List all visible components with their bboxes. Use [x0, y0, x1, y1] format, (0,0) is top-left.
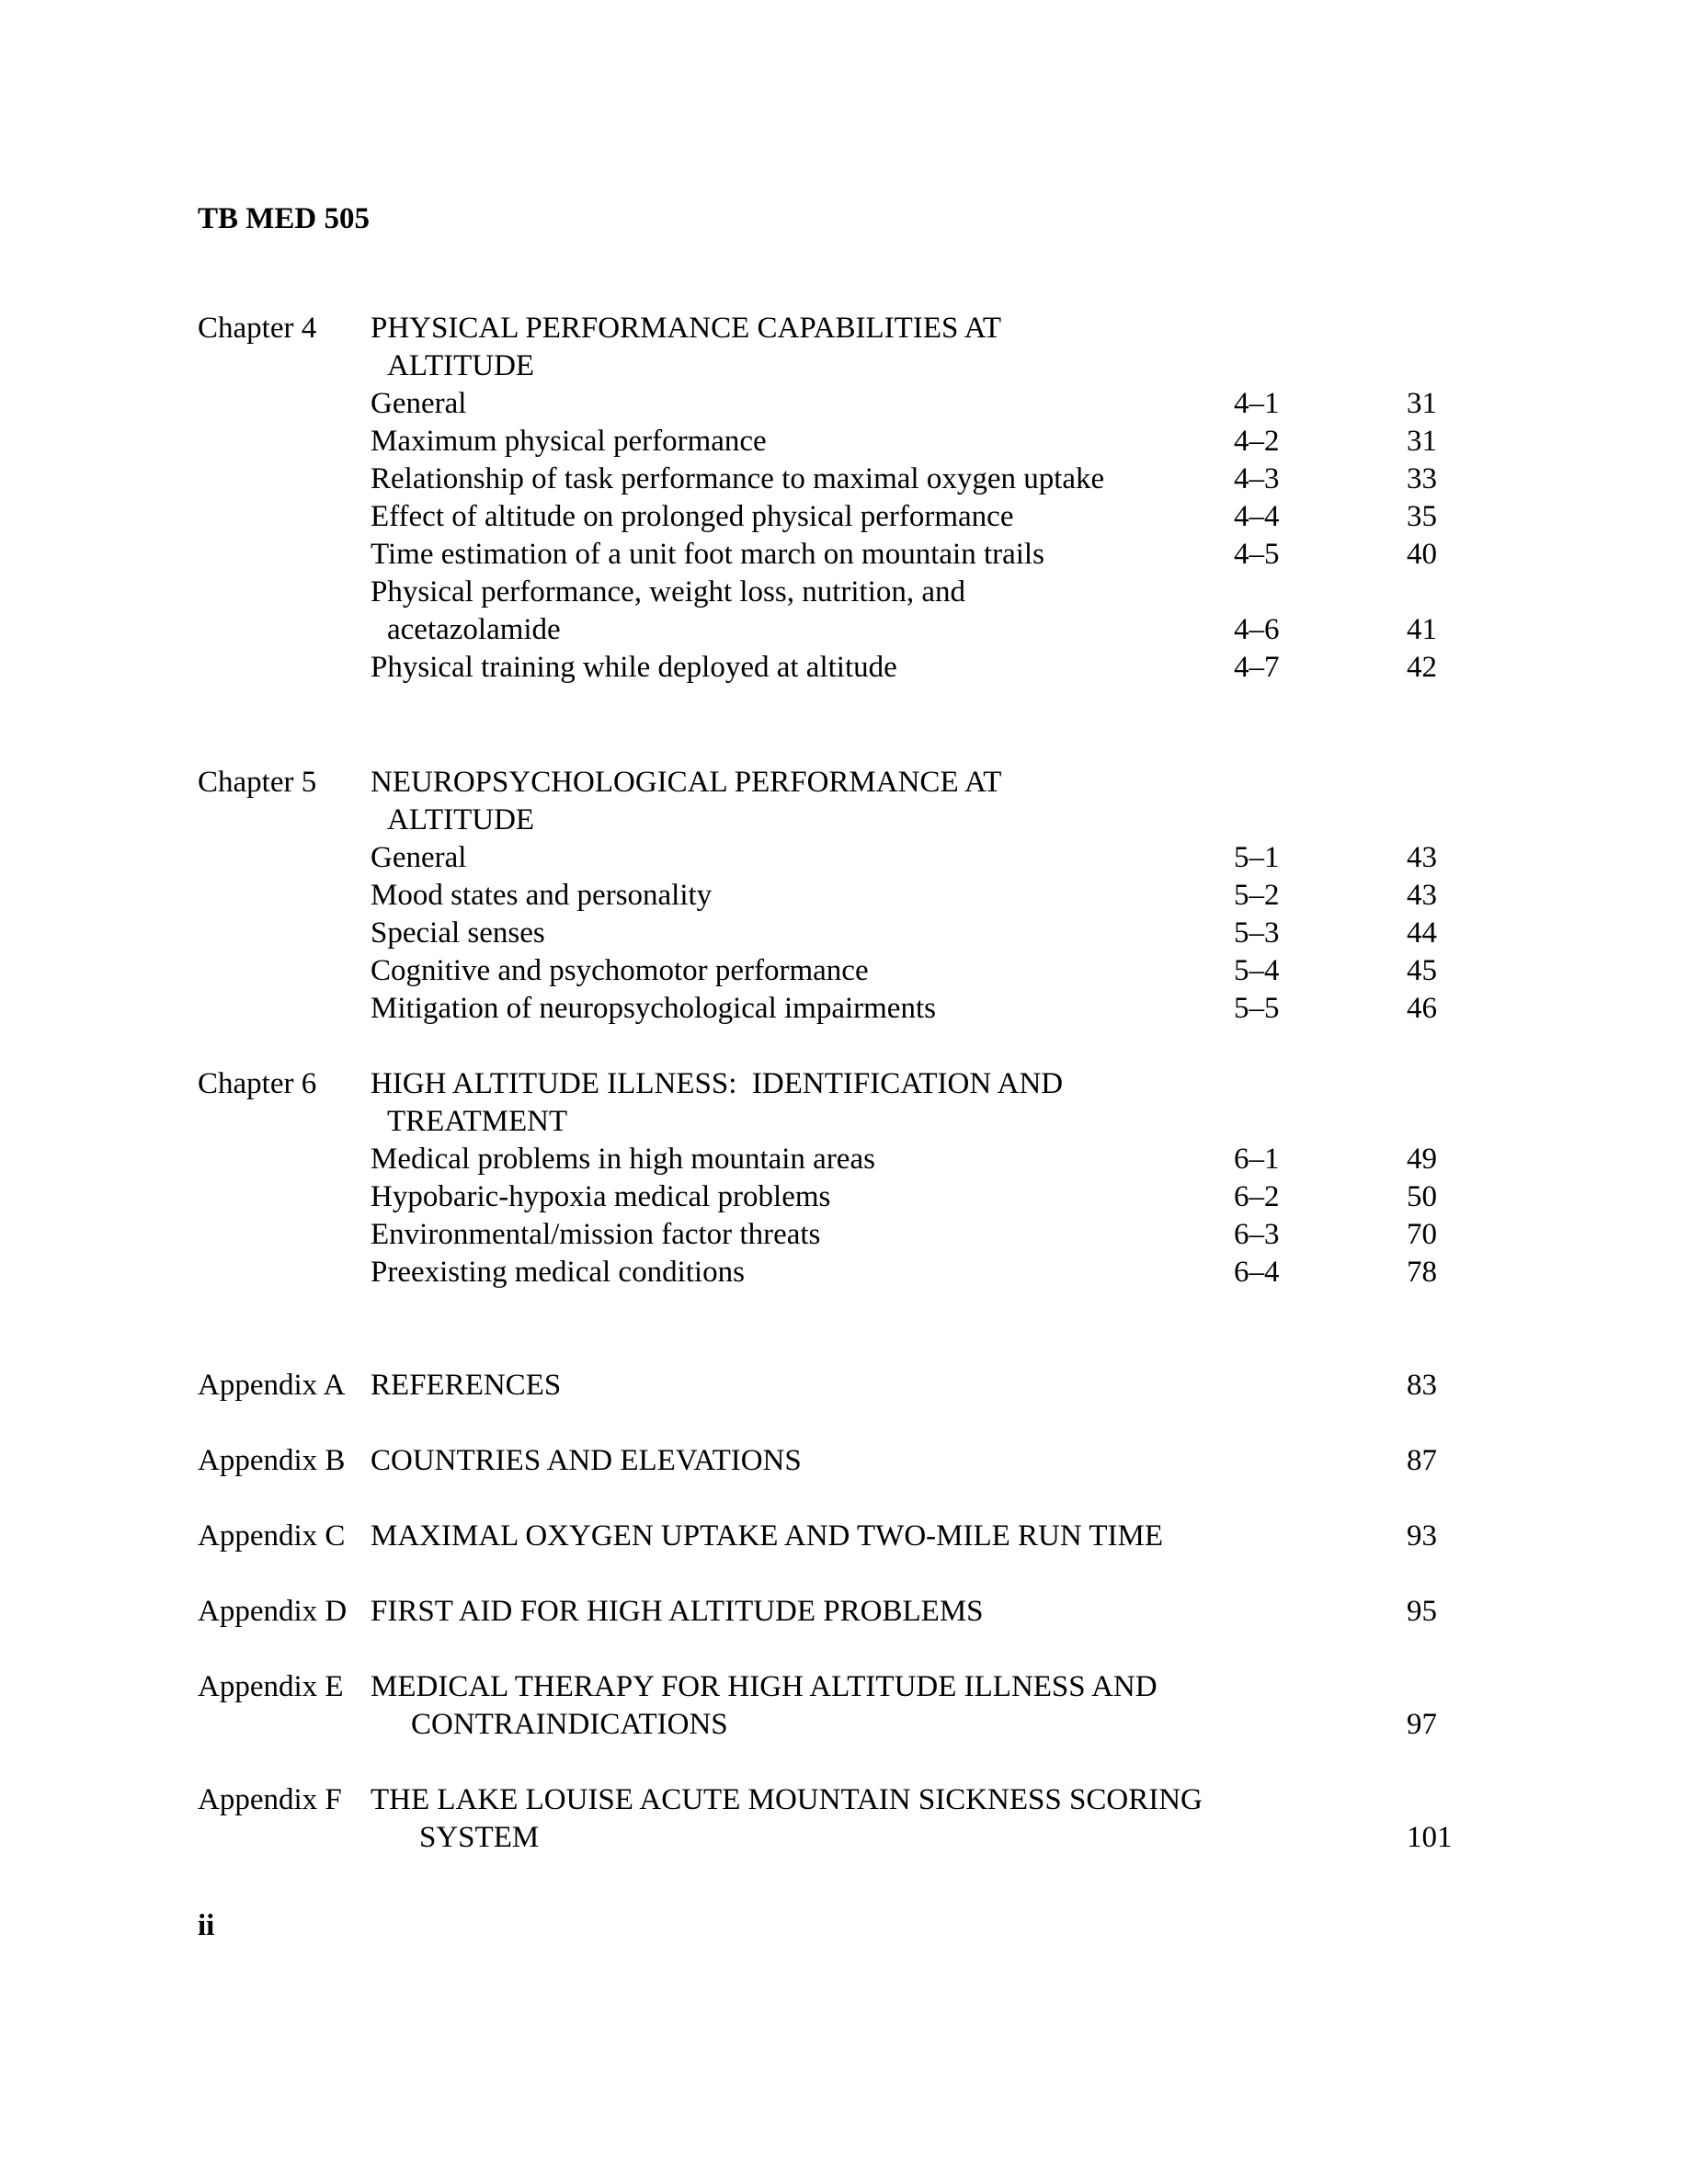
toc-appendix-f-continued[interactable]	[0, 1819, 1688, 1857]
page-number: 95	[1407, 1595, 1437, 1628]
toc-entry[interactable]	[0, 1141, 1688, 1178]
entry-title: Hypobaric-hypoxia medical problems	[371, 1180, 831, 1213]
paragraph-number: 6–4	[1234, 1256, 1280, 1289]
page-number: 50	[1407, 1180, 1437, 1213]
page-number: 49	[1407, 1143, 1437, 1176]
toc-appendix-e[interactable]	[0, 1668, 1688, 1706]
entry-title: Mitigation of neuropsychological impairments	[371, 992, 936, 1025]
page-number: 101	[1407, 1821, 1453, 1854]
toc-appendix-e-continued[interactable]	[0, 1706, 1688, 1744]
page-number: 78	[1407, 1256, 1437, 1289]
entry-title: Medical problems in high mountain areas	[371, 1143, 875, 1176]
entry-title: General	[371, 841, 467, 874]
paragraph-number: 6–3	[1234, 1218, 1280, 1251]
toc-entry[interactable]	[0, 1254, 1688, 1291]
page-number: 43	[1407, 841, 1437, 874]
chapter-label: Chapter 4	[198, 312, 317, 345]
appendix-label: Appendix F	[198, 1783, 342, 1816]
chapter-title: TREATMENT	[387, 1105, 568, 1138]
page-number-footer: ii	[198, 1909, 215, 1942]
toc-entry[interactable]	[0, 649, 1688, 687]
paragraph-number: 5–2	[1234, 879, 1280, 912]
entry-title: General	[371, 387, 467, 420]
page-number: 44	[1407, 916, 1437, 950]
toc-entry[interactable]	[0, 990, 1688, 1028]
chapter-heading	[0, 764, 1688, 802]
chapter-title-continued	[0, 802, 1688, 839]
paragraph-number: 4–7	[1234, 651, 1280, 684]
appendix-label: Appendix A	[198, 1369, 346, 1402]
entry-title: Relationship of task performance to maximal oxygen uptake	[371, 462, 1105, 495]
toc-entry[interactable]	[0, 952, 1688, 990]
page-number: 87	[1407, 1444, 1437, 1477]
chapter-title: ALTITUDE	[387, 803, 535, 836]
toc-appendix-a[interactable]	[0, 1367, 1688, 1405]
paragraph-number: 5–1	[1234, 841, 1280, 874]
entry-title: Time estimation of a unit foot march on mountain trails	[371, 538, 1044, 571]
paragraph-number: 5–3	[1234, 916, 1280, 950]
page-number: 45	[1407, 954, 1437, 987]
entry-title: Physical performance, weight loss, nutrition, and	[371, 575, 966, 609]
appendix-title: FIRST AID FOR HIGH ALTITUDE PROBLEMS	[371, 1595, 984, 1628]
toc-appendix-c[interactable]	[0, 1518, 1688, 1555]
chapter-title-continued	[0, 1103, 1688, 1141]
appendix-title: THE LAKE LOUISE ACUTE MOUNTAIN SICKNESS SCORING	[371, 1783, 1203, 1816]
toc-entry[interactable]	[0, 574, 1688, 611]
chapter-heading	[0, 310, 1688, 347]
entry-title: Effect of altitude on prolonged physical performance	[371, 500, 1014, 533]
toc-entry[interactable]	[0, 1216, 1688, 1254]
paragraph-number: 4–2	[1234, 425, 1280, 458]
chapter-title: ALTITUDE	[387, 349, 535, 382]
appendix-title: REFERENCES	[371, 1369, 562, 1402]
entry-title: Maximum physical performance	[371, 425, 767, 458]
toc-entry[interactable]	[0, 385, 1688, 423]
page-number: 93	[1407, 1519, 1437, 1553]
toc-entry[interactable]	[0, 1178, 1688, 1216]
chapter-title: PHYSICAL PERFORMANCE CAPABILITIES AT	[371, 312, 1002, 345]
chapter-title: HIGH ALTITUDE ILLNESS: IDENTIFICATION AND	[371, 1067, 1064, 1100]
paragraph-number: 4–3	[1234, 462, 1280, 495]
page-number: 40	[1407, 538, 1437, 571]
appendix-label: Appendix B	[198, 1444, 346, 1477]
page-number: 31	[1407, 425, 1437, 458]
page-number: 42	[1407, 651, 1437, 684]
entry-title: Preexisting medical conditions	[371, 1256, 745, 1289]
chapter-label: Chapter 5	[198, 766, 317, 799]
appendix-title: MAXIMAL OXYGEN UPTAKE AND TWO-MILE RUN TIME	[371, 1519, 1164, 1553]
toc-entry-continued[interactable]	[0, 611, 1688, 649]
appendix-title: COUNTRIES AND ELEVATIONS	[371, 1444, 802, 1477]
appendix-label: Appendix D	[198, 1595, 348, 1628]
paragraph-number: 4–5	[1234, 538, 1280, 571]
paragraph-number: 5–5	[1234, 992, 1280, 1025]
entry-title: Physical training while deployed at altitude	[371, 651, 897, 684]
toc-entry[interactable]	[0, 839, 1688, 877]
toc-appendix-f[interactable]	[0, 1781, 1688, 1819]
page-number: 70	[1407, 1218, 1437, 1251]
chapter-heading	[0, 1065, 1688, 1103]
page-number: 33	[1407, 462, 1437, 495]
appendix-title: MEDICAL THERAPY FOR HIGH ALTITUDE ILLNESS AND	[371, 1670, 1158, 1703]
appendix-title: SYSTEM	[419, 1821, 540, 1854]
page-number: 35	[1407, 500, 1437, 533]
paragraph-number: 4–6	[1234, 613, 1280, 646]
toc-appendix-d[interactable]	[0, 1593, 1688, 1631]
chapter-label: Chapter 6	[198, 1067, 317, 1100]
entry-title: Environmental/mission factor threats	[371, 1218, 821, 1251]
appendix-label: Appendix E	[198, 1670, 344, 1703]
entry-title: acetazolamide	[387, 613, 561, 646]
toc-entry[interactable]	[0, 915, 1688, 952]
page-number: 31	[1407, 387, 1437, 420]
paragraph-number: 6–1	[1234, 1143, 1280, 1176]
page-number: 97	[1407, 1708, 1437, 1741]
page-number: 41	[1407, 613, 1437, 646]
toc-entry[interactable]	[0, 877, 1688, 915]
toc-entry[interactable]	[0, 461, 1688, 498]
toc-entry[interactable]	[0, 536, 1688, 574]
toc-entry[interactable]	[0, 423, 1688, 461]
paragraph-number: 5–4	[1234, 954, 1280, 987]
page-number: 46	[1407, 992, 1437, 1025]
entry-title: Cognitive and psychomotor performance	[371, 954, 869, 987]
toc-appendix-b[interactable]	[0, 1442, 1688, 1480]
toc-entry[interactable]	[0, 498, 1688, 536]
appendix-label: Appendix C	[198, 1519, 346, 1553]
page-number: 83	[1407, 1369, 1437, 1402]
paragraph-number: 6–2	[1234, 1180, 1280, 1213]
chapter-title: NEUROPSYCHOLOGICAL PERFORMANCE AT	[371, 766, 1002, 799]
document-id-header: TB MED 505	[198, 202, 371, 235]
appendix-title: CONTRAINDICATIONS	[411, 1708, 728, 1741]
page-number: 43	[1407, 879, 1437, 912]
paragraph-number: 4–4	[1234, 500, 1280, 533]
chapter-title-continued	[0, 347, 1688, 385]
entry-title: Special senses	[371, 916, 545, 950]
paragraph-number: 4–1	[1234, 387, 1280, 420]
entry-title: Mood states and personality	[371, 879, 713, 912]
